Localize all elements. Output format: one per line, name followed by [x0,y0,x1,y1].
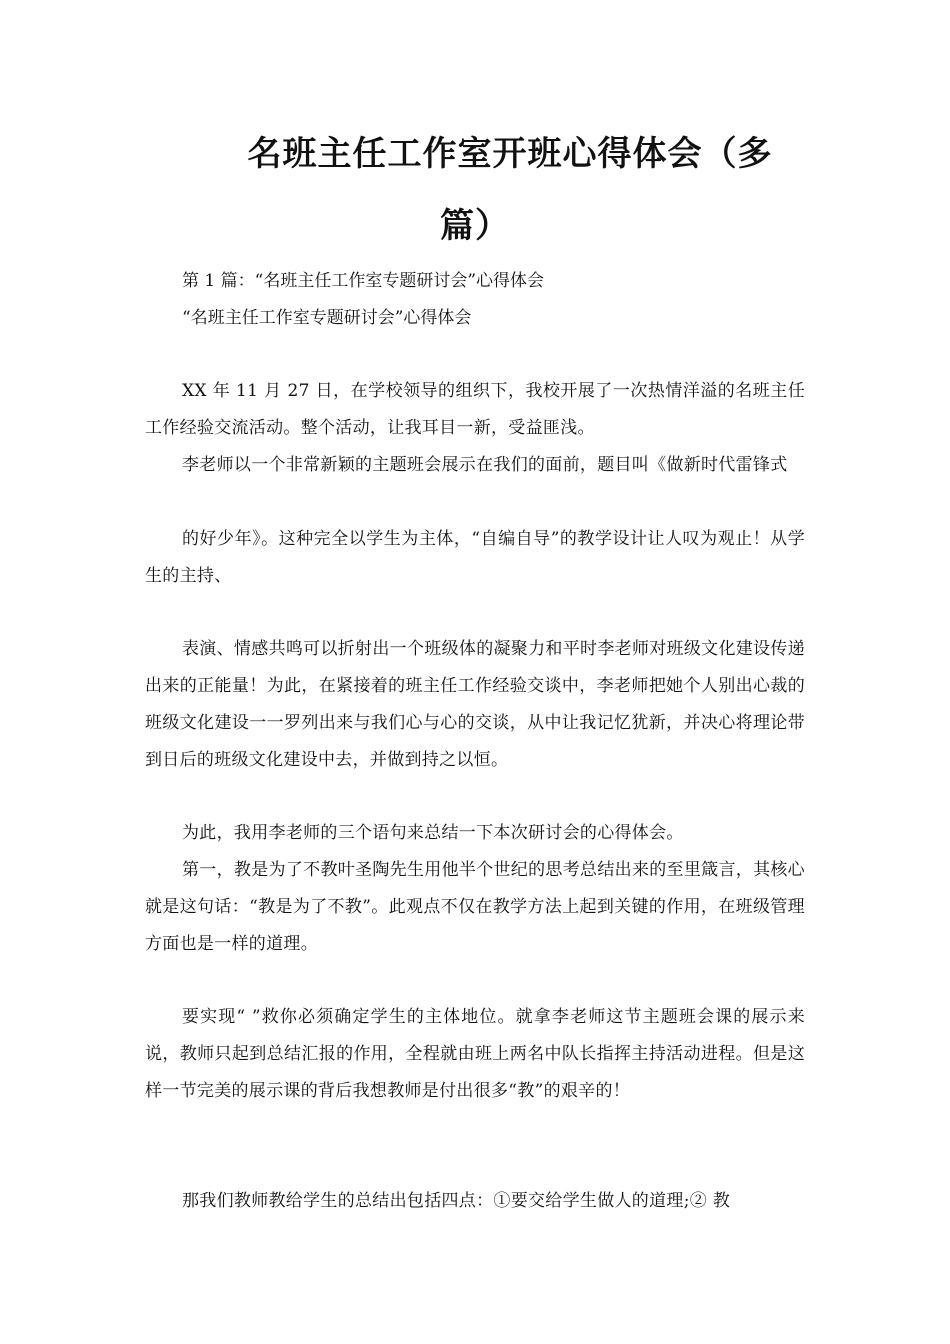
paragraph: 第一，教是为了不教叶圣陶先生用他半个世纪的思考总结出来的至里箴言，其核心就是这句话：“教是为了不教”。此观点不仅在教学方法上起到关键的作用，在班级管理方面也是一样的道理。 [145,860,805,954]
subtitle-seminar: “名班主任工作室专题研讨会”心得体会 [182,308,472,328]
subtitle-chapter-1: 第 1 篇：“名班主任工作室专题研讨会”心得体会 [182,271,545,291]
paragraph: 那我们教师教给学生的总结出包括四点：①要交给学生做人的道理;② 教 [182,1191,731,1211]
paragraph: 要实现“ ”救你必须确定学生的主体地位。就拿李老师这节主题班会课的展示来说，教师只起到总结汇报的作用，全程就由班上两名中队长指挥主持活动进程。但是这样一节完美的展示课的背后我想教师是付出很多“教”的艰辛的！ [145,1007,805,1101]
paragraph: XX 年 11 月 27 日，在学校领导的组织下，我校开展了一次热情洋溢的名班主任工作经验交流活动。整个活动，让我耳目一新，受益匪浅。 [145,381,805,438]
document-title-line1: 名班主任工作室开班心得体会（多 [247,134,773,174]
paragraph: 表演、情感共鸣可以折射出一个班级体的凝聚力和平时李老师对班级文化建设传递出来的正能量！为此，在紧接着的班主任工作经验交谈中，李老师把她个人别出心裁的班级文化建设一一罗列出来与我们心与心的交谈，从中让我记忆犹新，并决心将理论带到日后的班级文化建设中去，并做到持之以恒。 [145,639,805,770]
paragraph: 的好少年》。这种完全以学生为主体，“自编自导”的教学设计让人叹为观止！从学生的主持、 [145,529,805,586]
paragraph: 李老师以一个非常新颖的主题班会展示在我们的面前，题目叫《做新时代雷锋式 [182,455,788,475]
document-title-line2: 篇） [440,206,510,246]
paragraph: 为此，我用李老师的三个语句来总结一下本次研讨会的心得体会。 [182,823,684,843]
